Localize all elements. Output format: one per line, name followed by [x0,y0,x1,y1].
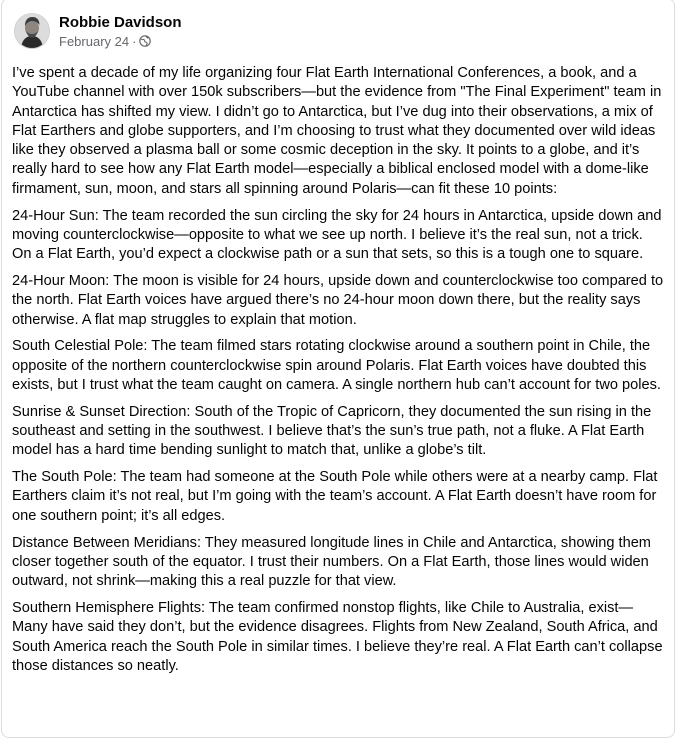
post-paragraph-24-hour-moon: 24-Hour Moon: The moon is visible for 24 hours, upside down and counterclockwise too compared to the north. Flat Earth voices have argued there’s no 24-hour moon down there, but the reality says otherwise. A flat map struggles to explain that motion. [12,272,664,328]
post-paragraph-south-pole: The South Pole: The team had someone at the South Pole while others were at a nearby camp. Flat Earthers claim it’s not real, but I’m going with the team’s account. A Flat Earth doesn’t have room for one southern point; it’s all edges. [12,469,658,524]
post-paragraph-24-hour-sun: 24-Hour Sun: The team recorded the sun circling the sky for 24 hours in Antarctica, upside down and moving counterclockwise—opposite to what we see up north. I believe it’s the real sun, not a trick. On a Flat Earth, you’d expect a clockwise path or a sun that sets, so this is a tough one to square. [12,207,662,263]
globe-icon[interactable] [139,35,151,47]
post-header [14,11,182,51]
post-body [12,64,664,684]
post-date[interactable]: February 24 [59,33,130,49]
post-card [1,0,675,738]
post-meta [59,13,182,50]
meta-separator: · [132,33,137,49]
post-paragraph-sunrise-sunset: Sunrise & Sunset Direction: South of the Tropic of Capricorn, they documented the sun rising in the southeast and setting in the southwest. I believe that’s the sun’s true path, not a fluke. A Flat Earth model has a hard time bending sunlight to match that, unlike a globe’s tilt. [12,403,652,459]
author-name[interactable]: Robbie Davidson [59,13,182,31]
post-paragraph-flights: Southern Hemisphere Flights: The team confirmed nonstop flights, like Chile to Australia, exist—Many have said they don’t, but the evidence disagrees. Flights from New Zealand, South Africa, and South America reach the South Pole in similar times. I believe they’re real. A Flat Earth can’t collapse those distances so neatly. [12,599,663,674]
post-paragraph-south-celestial-pole: South Celestial Pole: The team filmed stars rotating clockwise around a southern point in Chile, the opposite of the northern counterclockwise spin around Polaris. Flat Earth voices have doubted this exists, but I trust what the team caught on camera. A single northern hub can’t account for two poles. [12,338,661,393]
post-paragraph-meridians: Distance Between Meridians: They measured longitude lines in Chile and Antarctica, showing them closer together south of the equator. I trust their numbers. On a Flat Earth, those lines would widen outward, not shrink—making this a real puzzle for that view. [12,534,651,590]
post-subline [59,33,182,50]
avatar-photo-icon [15,14,49,48]
post-paragraph-intro: I’ve spent a decade of my life organizing four Flat Earth International Conferences, a book, and a YouTube channel with over 150k subscribers—but the evidence from "The Final Experiment" team in Antarctica has shifted my view. I didn’t go to Antarctica, but I’ve dug into their observations, a mix of Flat Earthers and globe supporters, and I’m choosing to trust what they documented over wild ideas like they observed a plasma ball or some cosmic deception in the sky. It points to a globe, and it’s really hard to see how any Flat Earth model—especially a biblical enclosed model with a dome-like firmament, sun, moon, and stars all spinning around Polaris—can fit these 10 points: [12,65,662,197]
avatar[interactable] [14,13,50,49]
